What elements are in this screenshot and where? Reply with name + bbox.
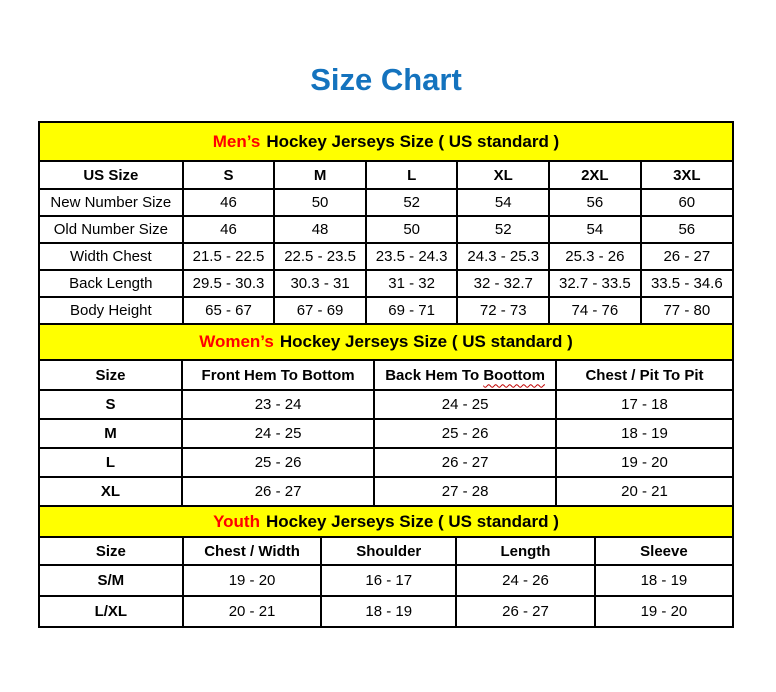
table-row bbox=[39, 270, 733, 297]
table-cell: 18 - 19 bbox=[556, 419, 733, 448]
column-header: XL bbox=[457, 161, 549, 189]
row-label: L/XL bbox=[39, 596, 183, 627]
table-cell: 24.3 - 25.3 bbox=[457, 243, 549, 270]
table-cell: 50 bbox=[274, 189, 366, 216]
table-cell: 33.5 - 34.6 bbox=[641, 270, 733, 297]
womens-header-row bbox=[39, 360, 733, 390]
row-label: New Number Size bbox=[39, 189, 183, 216]
table-cell: 26 - 27 bbox=[182, 477, 374, 506]
table-cell: 23 - 24 bbox=[182, 390, 374, 419]
table-cell: 24 - 26 bbox=[456, 565, 595, 596]
table-row bbox=[39, 565, 733, 596]
table-cell: 16 - 17 bbox=[321, 565, 456, 596]
table-cell: 20 - 21 bbox=[183, 596, 322, 627]
table-cell: 18 - 19 bbox=[321, 596, 456, 627]
page-title: Size Chart bbox=[310, 62, 462, 97]
table-row bbox=[39, 216, 733, 243]
table-row bbox=[39, 448, 733, 477]
table-cell: 54 bbox=[549, 216, 641, 243]
table-cell: 65 - 67 bbox=[183, 297, 275, 324]
womens-section-title: Hockey Jerseys Size ( US standard ) bbox=[279, 332, 573, 351]
mens-size-table bbox=[38, 160, 734, 325]
youth-header-row bbox=[39, 537, 733, 565]
row-label: Width Chest bbox=[39, 243, 183, 270]
row-label: S/M bbox=[39, 565, 183, 596]
mens-section-title: Hockey Jerseys Size ( US standard ) bbox=[266, 131, 560, 151]
table-row bbox=[39, 390, 733, 419]
row-label: S bbox=[39, 390, 182, 419]
column-header: Chest / Pit To Pit bbox=[556, 360, 733, 390]
table-cell: 56 bbox=[549, 189, 641, 216]
table-cell: 72 - 73 bbox=[457, 297, 549, 324]
column-header: Shoulder bbox=[321, 537, 456, 565]
column-header: Size bbox=[39, 537, 183, 565]
youth-size-table bbox=[38, 536, 734, 628]
size-chart bbox=[38, 121, 734, 628]
youth-section-header bbox=[38, 505, 734, 538]
row-label: XL bbox=[39, 477, 182, 506]
column-header: Chest / Width bbox=[183, 537, 322, 565]
table-cell: 25.3 - 26 bbox=[549, 243, 641, 270]
column-header: Size bbox=[39, 360, 182, 390]
table-cell: 60 bbox=[641, 189, 733, 216]
table-cell: 74 - 76 bbox=[549, 297, 641, 324]
table-cell: 48 bbox=[274, 216, 366, 243]
table-cell: 22.5 - 23.5 bbox=[274, 243, 366, 270]
youth-section-title: Hockey Jerseys Size ( US standard ) bbox=[265, 511, 559, 531]
table-cell: 17 - 18 bbox=[556, 390, 733, 419]
table-cell: 46 bbox=[183, 216, 275, 243]
table-cell: 32.7 - 33.5 bbox=[549, 270, 641, 297]
column-header: 3XL bbox=[641, 161, 733, 189]
row-label: M bbox=[39, 419, 182, 448]
table-cell: 19 - 20 bbox=[183, 565, 322, 596]
table-cell: 46 bbox=[183, 189, 275, 216]
table-cell: 24 - 25 bbox=[374, 390, 556, 419]
table-cell: 30.3 - 31 bbox=[274, 270, 366, 297]
row-label: Old Number Size bbox=[39, 216, 183, 243]
table-cell: 25 - 26 bbox=[182, 448, 374, 477]
table-row bbox=[39, 297, 733, 324]
table-cell: 29.5 - 30.3 bbox=[183, 270, 275, 297]
table-cell: 19 - 20 bbox=[556, 448, 733, 477]
table-cell: 77 - 80 bbox=[641, 297, 733, 324]
table-cell: 27 - 28 bbox=[374, 477, 556, 506]
row-label: Body Height bbox=[39, 297, 183, 324]
table-row bbox=[39, 189, 733, 216]
column-header: M bbox=[274, 161, 366, 189]
table-cell: 67 - 69 bbox=[274, 297, 366, 324]
column-header bbox=[374, 360, 556, 390]
table-cell: 25 - 26 bbox=[374, 419, 556, 448]
table-cell: 52 bbox=[366, 189, 458, 216]
mens-header-row bbox=[39, 161, 733, 189]
table-cell: 32 - 32.7 bbox=[457, 270, 549, 297]
column-header: Sleeve bbox=[595, 537, 733, 565]
table-cell: 21.5 - 22.5 bbox=[183, 243, 275, 270]
column-header: S bbox=[183, 161, 275, 189]
column-header: 2XL bbox=[549, 161, 641, 189]
table-cell: 52 bbox=[457, 216, 549, 243]
table-cell: 54 bbox=[457, 189, 549, 216]
womens-section-header bbox=[38, 323, 734, 361]
table-row bbox=[39, 596, 733, 627]
table-row bbox=[39, 477, 733, 506]
table-cell: 19 - 20 bbox=[595, 596, 733, 627]
youth-section-highlight: Youth bbox=[213, 511, 260, 531]
row-label: Back Length bbox=[39, 270, 183, 297]
column-header-text: Back Hem To bbox=[385, 366, 484, 384]
column-header: Length bbox=[456, 537, 595, 565]
column-header: Front Hem To Bottom bbox=[182, 360, 374, 390]
table-cell: 23.5 - 24.3 bbox=[366, 243, 458, 270]
table-row bbox=[39, 419, 733, 448]
womens-section-highlight: Women’s bbox=[199, 332, 274, 351]
table-cell: 56 bbox=[641, 216, 733, 243]
womens-size-table bbox=[38, 359, 734, 507]
mens-section-header bbox=[38, 121, 734, 162]
table-cell: 26 - 27 bbox=[374, 448, 556, 477]
table-row bbox=[39, 243, 733, 270]
column-header: L bbox=[366, 161, 458, 189]
table-cell: 18 - 19 bbox=[595, 565, 733, 596]
table-cell: 50 bbox=[366, 216, 458, 243]
table-cell: 31 - 32 bbox=[366, 270, 458, 297]
table-cell: 26 - 27 bbox=[641, 243, 733, 270]
misspelled-word: Boottom bbox=[483, 366, 545, 384]
table-cell: 20 - 21 bbox=[556, 477, 733, 506]
table-cell: 24 - 25 bbox=[182, 419, 374, 448]
mens-section-highlight: Men’s bbox=[212, 131, 261, 151]
row-label: L bbox=[39, 448, 182, 477]
column-header: US Size bbox=[39, 161, 183, 189]
table-cell: 69 - 71 bbox=[366, 297, 458, 324]
table-cell: 26 - 27 bbox=[456, 596, 595, 627]
